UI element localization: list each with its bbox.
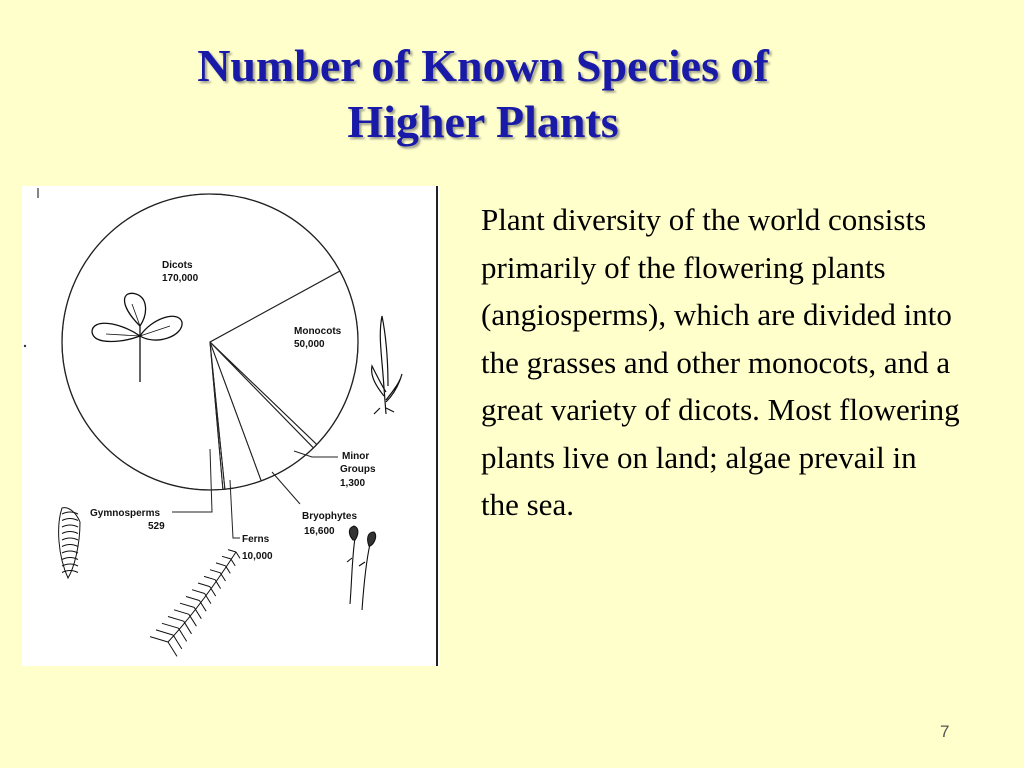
label-dicots-value: 170,000 <box>162 273 199 284</box>
figure-right-border <box>436 186 438 666</box>
scan-mark <box>24 345 26 347</box>
slide-body-text: Plant diversity of the world consists primarily of the flowering plants (angiosperms), which are divided into the grasses and other monocots, and a great variety of dicots. Most flowering plants live on land; algae prevail in the sea. <box>481 202 960 522</box>
pie-chart-figure <box>22 186 440 666</box>
fern-frond-illustration <box>150 550 240 657</box>
title-line-2: Higher Plants <box>347 96 619 147</box>
label-bryophytes-name: Bryophytes <box>302 511 358 522</box>
title-line-1: Number of Known Species of <box>197 40 769 91</box>
label-monocots-name: Monocots <box>294 326 342 337</box>
slide-number: 7 <box>940 722 950 741</box>
label-ferns-name: Ferns <box>242 534 270 545</box>
label-minor-groups-value: 1,300 <box>340 478 366 489</box>
label-monocots-value: 50,000 <box>294 339 325 350</box>
monocot-grass-illustration <box>372 316 402 414</box>
label-gymnosperms-name: Gymnosperms <box>90 508 161 519</box>
label-ferns-value: 10,000 <box>242 551 273 562</box>
label-minor-groups-name-1: Minor <box>342 451 370 462</box>
label-gymnosperms-value: 529 <box>148 521 165 532</box>
gymnosperm-cone-illustration <box>59 508 80 578</box>
slide-title <box>0 38 966 150</box>
label-bryophytes-value: 16,600 <box>304 526 335 537</box>
label-minor-groups-name-2: Groups <box>340 464 376 475</box>
label-dicots-name: Dicots <box>162 260 193 271</box>
leader-bryophytes <box>272 472 300 504</box>
bryophyte-moss-illustration <box>347 526 376 610</box>
pie-chart <box>22 186 440 666</box>
